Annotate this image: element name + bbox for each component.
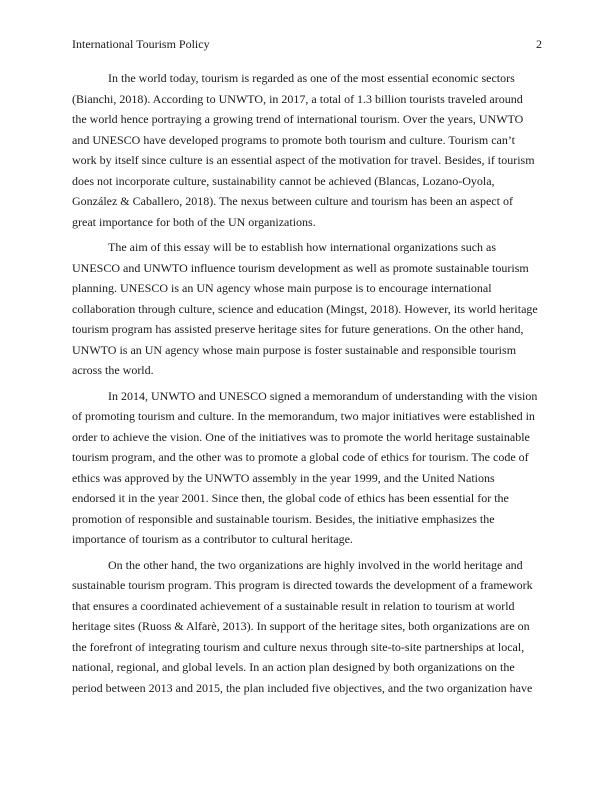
paragraph-line: of promoting tourism and culture. In the memorandum, two major initiatives were established in xyxy=(72,409,535,423)
paragraph-line: period between 2013 and 2015, the plan included five objectives, and the two organization have xyxy=(72,680,533,695)
paragraph-line: collaboration through culture, science and education (Mingst, 2018). However, its world heritage xyxy=(72,301,538,316)
paragraph-line: importance of tourism as a contributor to cultural heritage. xyxy=(72,532,353,546)
paragraph-line: that ensures a coordinated achievement of a sustainable result in relation to tourism at world xyxy=(72,598,515,613)
paragraph-line: the world hence portraying a growing trend of international tourism. Over the years, UNWTO xyxy=(72,112,524,126)
paragraph-line: great importance for both of the UN organizations. xyxy=(72,214,316,229)
paragraph-line: sustainable tourism program. This program is directed towards the development of a framework xyxy=(72,578,533,592)
paragraph-line: endorsed it in the year 2001. Since then, the global code of ethics has been essential for the xyxy=(72,491,509,505)
paragraph-line: order to achieve the vision. One of the initiatives was to promote the world heritage sustainable xyxy=(72,429,530,444)
paragraph-line: UNWTO is an UN agency whose main purpose is foster sustainable and responsible tourism xyxy=(72,342,517,357)
paragraph-line: tourism program has assisted preserve heritage sites for future generations. On the other hand, xyxy=(72,322,524,336)
paragraph-line: promotion of responsible and sustainable tourism. Besides, the initiative emphasizes the xyxy=(72,511,495,526)
paragraph-line: In the world today, tourism is regarded as one of the most essential economic sectors xyxy=(108,71,515,85)
paragraph xyxy=(72,555,540,699)
paragraph xyxy=(72,68,540,232)
paragraph-line: heritage sites (Ruoss & Alfarè, 2013). In support of the heritage sites, both organizations are on xyxy=(72,619,530,633)
paragraph-line: On the other hand, the two organizations are highly involved in the world heritage and xyxy=(108,557,523,572)
paragraph-line: across the world. xyxy=(72,363,154,377)
paragraph xyxy=(72,386,540,550)
paragraph-line: planning. UNESCO is an UN agency whose main purpose is to encourage international xyxy=(72,281,492,295)
paragraph-line: In 2014, UNWTO and UNESCO signed a memorandum of understanding with the vision xyxy=(108,388,538,403)
paragraph-line: (Bianchi, 2018). According to UNWTO, in 2017, a total of 1.3 billion tourists traveled around xyxy=(72,91,523,106)
paragraph-line: tourism program, and the other was to promote a global code of ethics for tourism. The code of xyxy=(72,450,529,464)
paragraph-line: and UNESCO have developed programs to promote both tourism and culture. Tourism can’t xyxy=(72,132,515,147)
paragraph-line: González & Caballero, 2018). The nexus between culture and tourism has been an aspect of xyxy=(72,194,513,208)
page-number: 2 xyxy=(536,37,542,51)
body-text xyxy=(72,68,540,703)
paragraph-line: the forefront of integrating tourism and culture nexus through site-to-site partnerships at local, xyxy=(72,639,525,654)
running-head: International Tourism Policy xyxy=(72,37,210,51)
paragraph-line: national, regional, and global levels. In an action plan designed by both organizations on the xyxy=(72,660,515,674)
paragraph-line: The aim of this essay will be to establish how international organizations such as xyxy=(108,240,497,254)
paragraph xyxy=(72,237,540,381)
paragraph-line: work by itself since culture is an essential aspect of the motivation for travel. Besides, if tourism xyxy=(72,153,535,167)
paragraph-line: UNESCO and UNWTO influence tourism development as well as promote sustainable tourism xyxy=(72,260,529,275)
paragraph-line: does not incorporate culture, sustainability cannot be achieved (Blancas, Lozano-Oyola, xyxy=(72,173,495,188)
paragraph-line: ethics was approved by the UNWTO assembly in the year 1999, and the United Nations xyxy=(72,470,495,485)
